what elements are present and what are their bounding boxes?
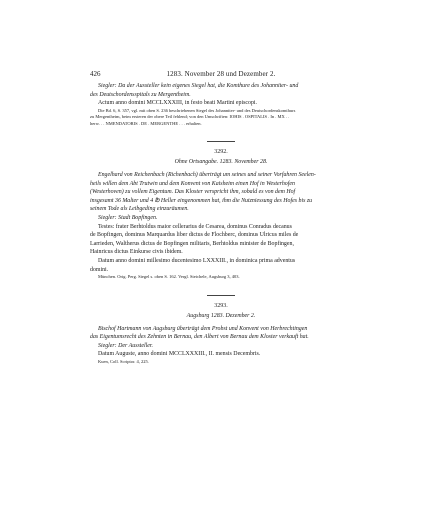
entry-dateline: Augsburg 1283. Dezember 2.: [186, 312, 256, 319]
testes-line: de Bopfingen, dominus Marquardus liber dictus de Flochberc, dominus Ulricus miles de: [90, 232, 299, 239]
summary-line: heils willen dem Abt Trutwin und dem Konvent von Kaisheim einen Hof in Westerhofen: [90, 180, 295, 187]
actum-line: Actum anno domini MCCLXXXIII, in festo beati Martini episcopi.: [98, 100, 258, 107]
testes-line: Testes: frater Berhtoldus maior cellerarius de Cesarea, dominus Conradus decanus: [98, 223, 292, 230]
siegler-line: Siegler: Da der Aussteller kein eigenes Siegel hat, die Komthure des Johanniter- und: [98, 83, 299, 89]
siegler-line: des Deutschordensspitals zu Mergentheim.: [90, 91, 191, 98]
summary-line: das Eigentumsrecht des Zehnten in Bernau, den Albert von Bernau dem Kloster verkauft hat.: [90, 334, 309, 341]
testes-line: Larrieden, Waltherus dictus de Bopfingen militaris, Berhtoldus minister de Bopfingen,: [90, 240, 294, 247]
siegler-line: Siegler: Stadt Bopfingen.: [98, 214, 158, 221]
summary-line: seinem Tode als Leibgeding einzuräumen.: [90, 206, 189, 213]
previous-entry-tail: [90, 82, 352, 127]
siegler-line: Siegler: Der Aussteller.: [98, 342, 154, 349]
page-number: 426: [90, 70, 101, 78]
summary-line: Engelhard von Reichenbach (Richenbach) überträgt um seines und seiner Vorfahren Seelen-: [98, 172, 316, 178]
section-divider: [207, 141, 235, 142]
editorial-note-line: Kuen, Coll. Scriptor. 4, 225.: [98, 358, 149, 364]
testes-line: Hainricus dictus Einkurse civis ibidem.: [90, 249, 183, 256]
entry-3293: [90, 302, 352, 366]
editorial-note-line: Die Bd. 6, S. 357, vgl. mit oben S. 236 beschriebenen Siegel des Johanniter- und des Deutschordenskomthurs: [98, 107, 296, 113]
editorial-note-line: herw. . . NMENDATORIS . DE . MERGENTHE . . . erhalten.: [90, 120, 202, 126]
running-head: 1283. November 28 und Dezember 2.: [166, 70, 276, 78]
editorial-note-line: zu Mergentheim, beim ersteren der obere Teil fehlend; von den Umschriften: IOHIS . OSPITALIS . In . MX . .: [90, 114, 290, 120]
entry-number: 3292.: [214, 149, 228, 155]
editorial-note-line: München. Orig. Perg. Siegel s. oben S. 162. Vergl. Steichele, Augsburg 3, 403.: [98, 274, 240, 280]
summary-line: insgesamt 36 Malter und 4 ℔ Heller eingenommen hat, ihm die Nutzniessung des Hofes bis zu: [90, 197, 313, 204]
entry-3292: [90, 148, 352, 281]
section-divider: [207, 295, 235, 296]
datum-line: Datum anno domini millesimo ducentesimo LXXXIII., in dominica prima adventus: [98, 257, 296, 264]
datum-line: domini.: [90, 266, 109, 273]
datum-line: Datum Auguste, anno domini MCCLXXXIII., II. mensis Decembris.: [98, 351, 261, 358]
page-body: [90, 82, 352, 365]
summary-line: Bischof Hartmann von Augsburg überträgt dem Probst und Konvent von Herbrechtingen: [98, 325, 308, 332]
entry-number: 3293.: [214, 302, 228, 309]
summary-line: (Westerhoven) zu vollem Eigentum. Das Kloster verspricht ihm, sobald es von dem Hof: [90, 189, 296, 196]
entry-dateline: Ohne Ortsangabe. 1283. November 28.: [174, 159, 268, 165]
page-header: [90, 70, 352, 82]
